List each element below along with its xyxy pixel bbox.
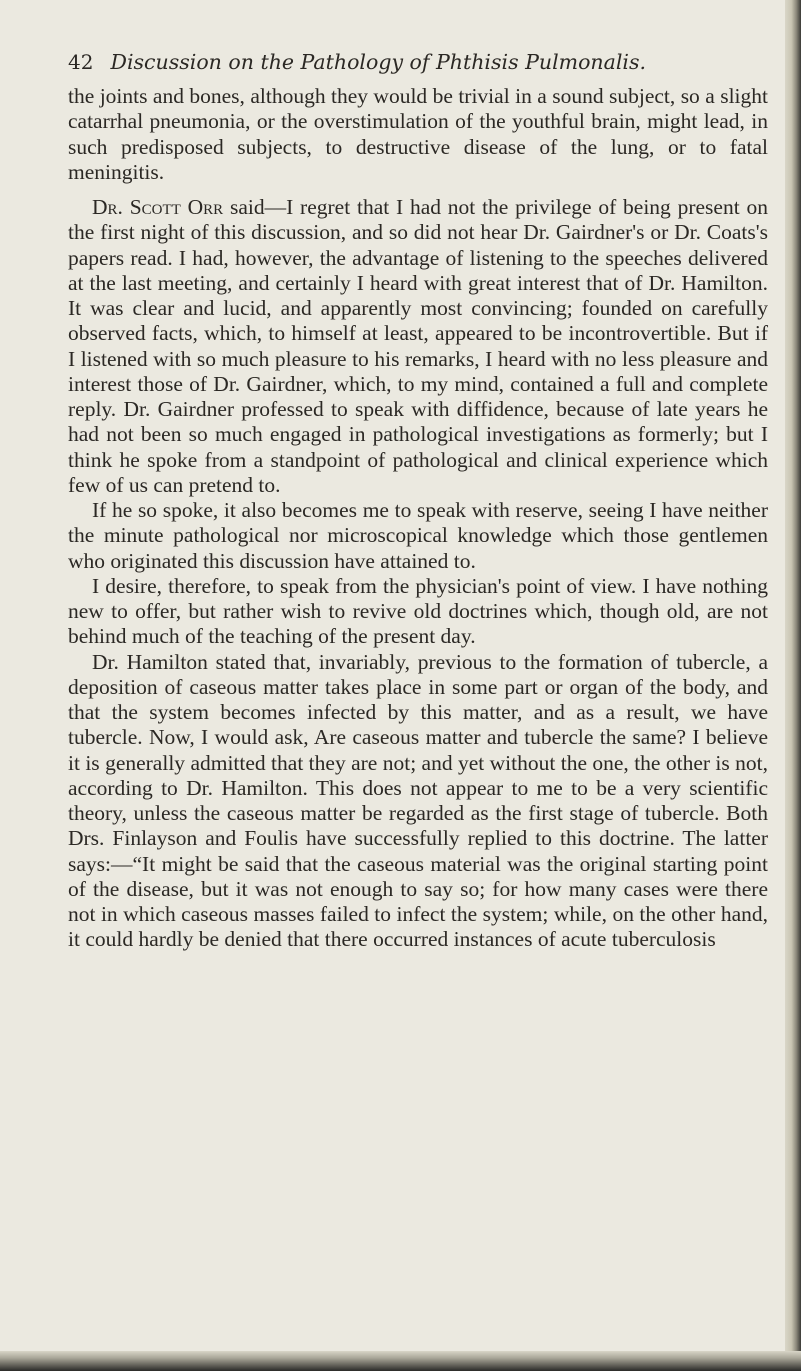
page-bottom-shadow [0, 1351, 801, 1371]
paragraph [68, 195, 768, 498]
paragraph: I desire, therefore, to speak from the physician's point of view. I have nothing new to offer, but rather wish to revive old doctrines which, though old, are not behind much of the teaching of the present day. [68, 573, 768, 649]
paragraph: the joints and bones, although they would be trivial in a sound subject, so a slight catarrhal pneumonia, or the overstimulation of the youthful brain, might lead, in such predisposed subjects, to destructive disease of the lung, or to fatal meningitis. [68, 84, 768, 184]
speaker-name: Dr. Scott Orr [92, 195, 224, 219]
page-number: 42 [68, 50, 94, 74]
paragraph-text: said—I regret that I had not the privilege of being present on the first night of this discussion, and so did not hear Dr. Gairdner's or Dr. Coats's papers read. I had, however, the advantage of listening to the speeches delivered at the last meeting, and certainly I heard with great interest that of Dr. Hamilton. It was clear and lucid, and apparently most convincing; founded on carefully observed facts, which, to himself at least, appeared to be incontrovertible. But if I listened with so much pleasure to his remarks, I heard with no less pleasure and interest those of Dr. Gairdner, which, to my mind, contained a full and complete reply. Dr. Gairdner professed to speak with diffidence, because of late years he had not been so much engaged in pathological investigations as formerly; but I think he spoke from a standpoint of pathological and clinical experience which few of us can pretend to. [68, 195, 768, 497]
running-title: Discussion on the Pathology of Phthisis Pulmonalis. [110, 50, 647, 74]
paragraph: If he so spoke, it also becomes me to speak with reserve, seeing I have neither the minute pathological nor microscopical knowledge which those gentlemen who originated this discussion have attained to. [68, 498, 768, 573]
paragraph: Dr. Hamilton stated that, invariably, previous to the formation of tubercle, a deposition of caseous matter takes place in some part or organ of the body, and that the system becomes infected by this matter, and as a result, we have tubercle. Now, I would ask, Are caseous matter and tubercle the same? I believe it is generally admitted that they are not; and yet without the one, the other is not, according to Dr. Hamilton. This does not appear to me to be a very scientific theory, unless the caseous matter be regarded as the first stage of tubercle. Both Drs. Finlayson and Foulis have successfully replied to this doctrine. The latter says:—“It might be said that the caseous material was the original starting point of the disease, but it was not enough to say so; for how many cases were there not in which caseous masses failed to infect the system; while, on the other hand, it could hardly be denied that there occurred instances of acute tuberculosis [68, 649, 768, 952]
body-text [68, 84, 768, 953]
page-edge-shadow [785, 0, 801, 1371]
